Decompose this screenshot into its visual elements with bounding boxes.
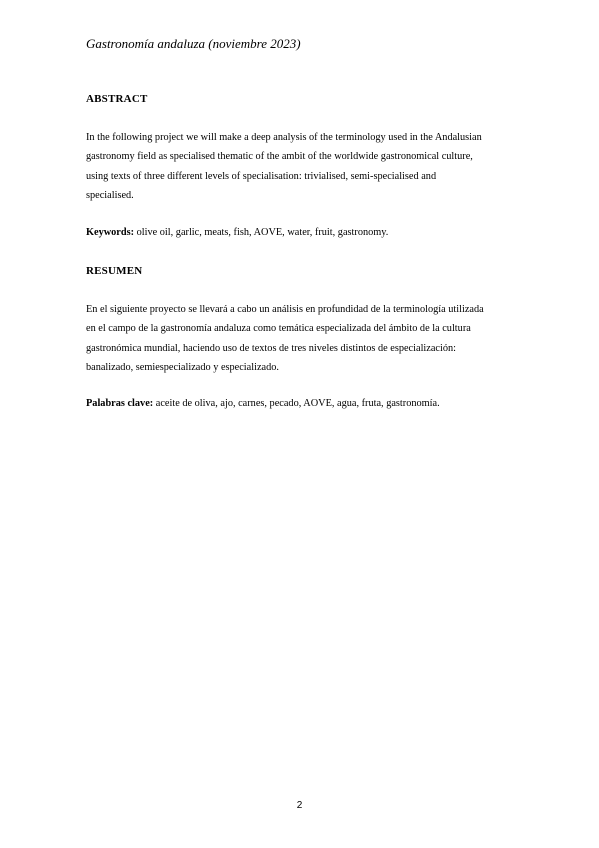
abstract-heading: ABSTRACT bbox=[86, 93, 148, 105]
resumen-line: gastronómica mundial, haciendo uso de textos de tres niveles distintos de especialización: bbox=[86, 342, 457, 354]
running-header: Gastronomía andaluza (noviembre 2023) bbox=[86, 36, 301, 51]
resumen-line: En el siguiente proyecto se llevará a cabo un análisis en profundidad de la terminología utilizada bbox=[86, 304, 484, 315]
resumen-heading: RESUMEN bbox=[86, 265, 143, 277]
abstract-line: using texts of three different levels of specialisation: trivialised, semi-specialised and bbox=[86, 170, 437, 182]
page-number: 2 bbox=[296, 800, 303, 811]
resumen-body bbox=[86, 300, 526, 377]
keywords-line bbox=[86, 227, 388, 238]
keywords-text: olive oil, garlic, meats, fish, AOVE, water, fruit, gastronomy. bbox=[134, 227, 389, 238]
abstract-line: gastronomy field as specialised thematic of the ambit of the worldwide gastronomical culture, bbox=[86, 151, 473, 163]
palabras-clave-label: Palabras clave: bbox=[86, 398, 154, 409]
resumen-line: banalizado, semiespecializado y especializado. bbox=[86, 361, 279, 373]
keywords-label: Keywords: bbox=[86, 227, 135, 238]
resumen-line: en el campo de la gastronomía andaluza como temática especializada del ámbito de la cultura bbox=[86, 323, 471, 335]
abstract-line: In the following project we will make a deep analysis of the terminology used in the Andalusian bbox=[86, 132, 482, 143]
palabras-clave-line bbox=[86, 398, 440, 409]
abstract-line: specialised. bbox=[86, 189, 134, 201]
palabras-clave-text: aceite de oliva, ajo, carnes, pecado, AOVE, agua, fruta, gastronomía. bbox=[153, 398, 440, 409]
abstract-body bbox=[86, 128, 526, 205]
